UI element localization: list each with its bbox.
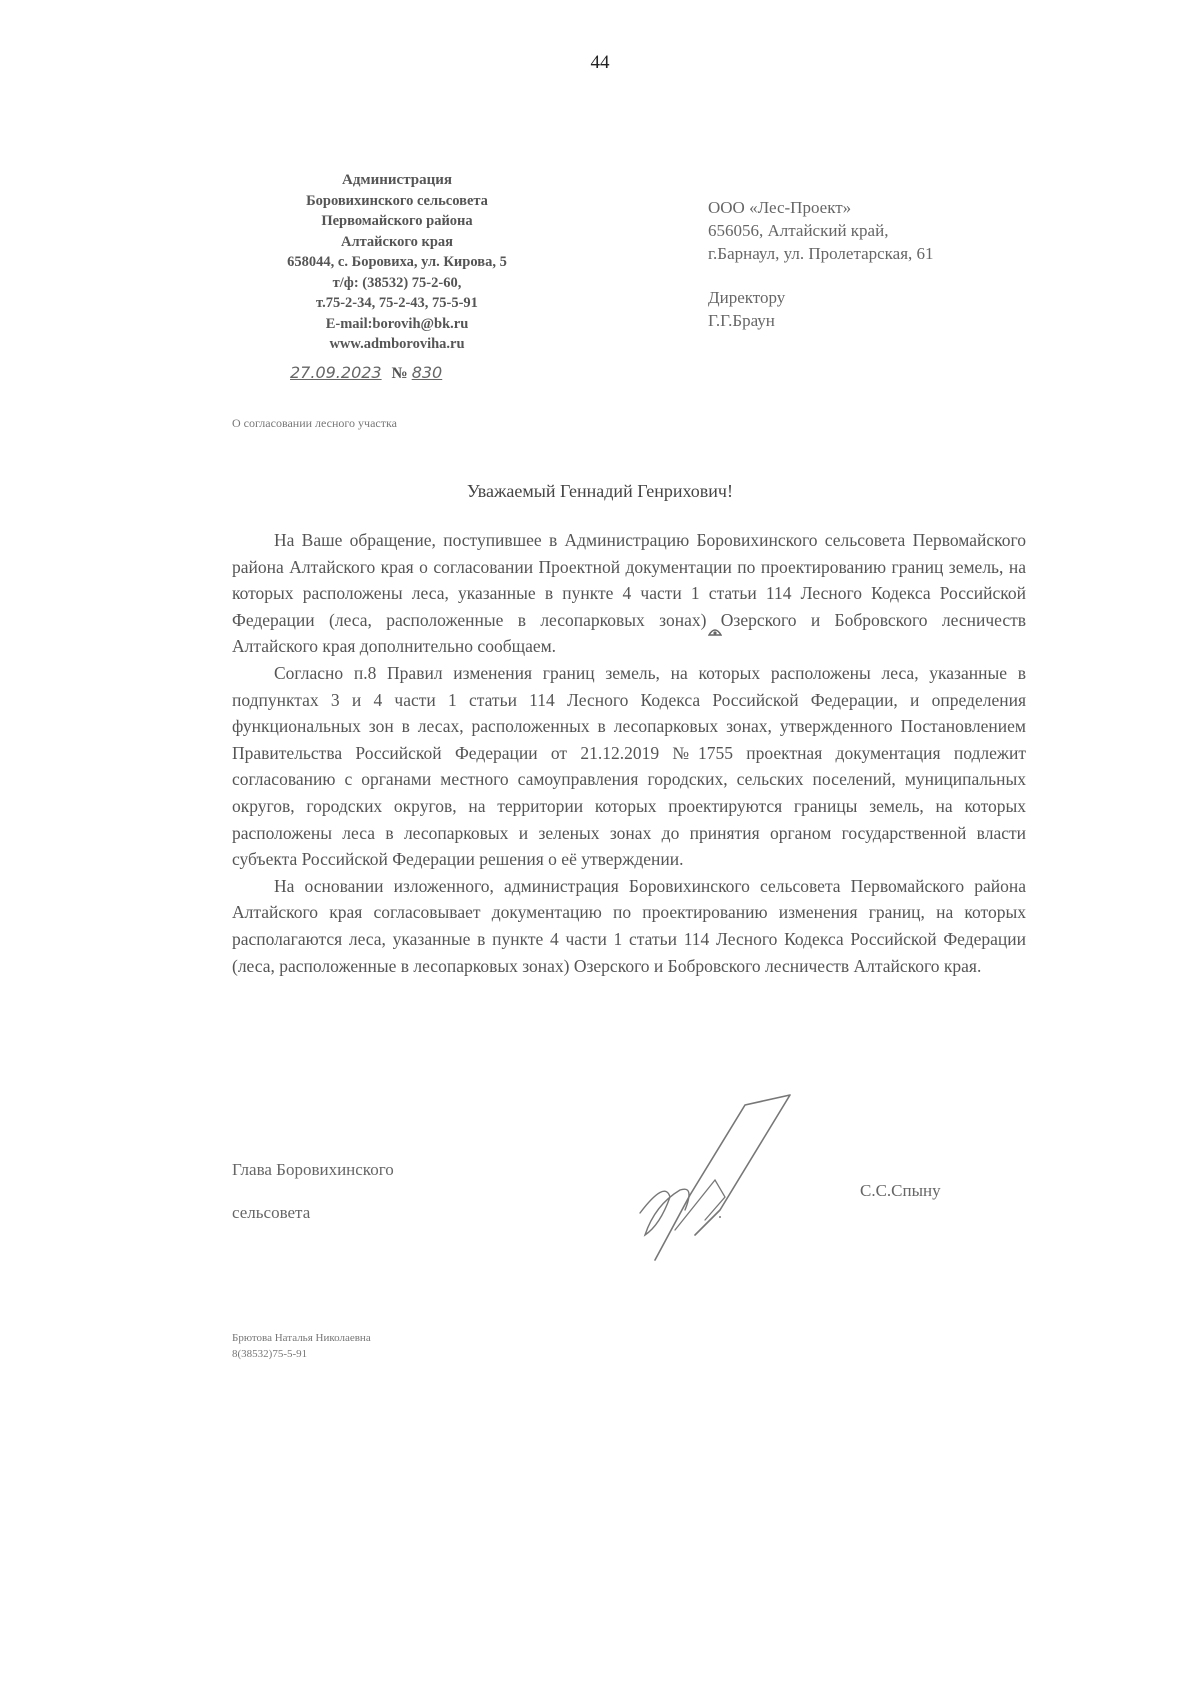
recipient-line: ООО «Лес-Проект»: [708, 198, 852, 217]
sender-website: www.admboroviha.ru: [329, 336, 465, 352]
sender-line: Боровихинского сельсовета: [306, 192, 488, 209]
recipient-position: Директору: [708, 288, 786, 307]
body-paragraph: На Ваше обращение, поступившее в Администрацию Боровихинского сельсовета Первомайского района Алтайского края о согласовании Проектной документации по проектированию границ земель, на которых расположены леса, указанные в пункте 4 части 1 статьи 114 Лесного Кодекса Российской Федерации (леса, расположенные в лесопарковых зонах) Озерского и Бобровского лесничеств Алтайского края дополнительно сообщаем.: [232, 530, 1026, 657]
signatory-title-line: Глава Боровихинского: [232, 1160, 394, 1179]
body-paragraph: Согласно п.8 Правил изменения границ земель, на которых расположены леса, указанные в подпунктах 3 и 4 части 1 статьи 114 Лесного Кодекса Российской Федерации, и определения функциональных зон в лесах, расположенных в лесопарковых зонах, утвержденного Постановлением Правительства Российской Федерации от 21.12.2019 №1755 проектная документация подлежит согласованию с органами местного самоуправления городских, сельских поселений, муниципальных округов, городских округов, на территории которых проектируются границы земель, на которых расположены леса в лесопарковых и зеленых зонах до принятия органом государственной власти субъекта Российской Федерации решения о её утверждении.: [232, 662, 1026, 870]
executor-block: [232, 1330, 371, 1362]
sender-phone: т.75-2-34, 75-2-43, 75-5-91: [316, 295, 478, 311]
registration-number-label: №: [391, 365, 408, 382]
sender-line: Первомайского района: [321, 213, 473, 229]
sender-address: 658044, с. Боровиха, ул. Кирова, 5: [287, 254, 507, 270]
recipient-block: [708, 196, 1028, 332]
registration-number: 830: [411, 363, 443, 382]
executor-name: Брютова Наталья Николаевна: [232, 1332, 371, 1344]
sender-phone: т/ф: (38532) 75-2-60,: [332, 274, 462, 291]
greeting: Уважаемый Геннадий Генрихович!: [467, 481, 733, 501]
sender-letterhead: [252, 170, 542, 355]
registration-line: [290, 363, 520, 383]
recipient-name: Г.Г.Браун: [708, 311, 775, 330]
signatory-name: С.С.Спыну: [860, 1181, 941, 1200]
signatory-title-line: сельсовета: [232, 1203, 311, 1222]
sender-line: Алтайского края: [341, 233, 453, 250]
recipient-line: 656056, Алтайский край,: [708, 221, 889, 240]
sender-email: E-mail:borovih@bk.ru: [325, 315, 469, 332]
executor-phone: 8(38532)75-5-91: [232, 1348, 308, 1360]
sender-line: Администрация: [341, 172, 453, 188]
signatory-title: [232, 1148, 394, 1234]
handwritten-signature: [625, 1085, 805, 1265]
letter-body: [232, 527, 1026, 979]
body-paragraph: На основании изложенного, администрация Боровихинского сельсовета Первомайского района Алтайского края согласовывает документацию по проектированию изменения границ, на которых располагаются леса, указанные в пункте 4 части 1 статьи 114 Лесного Кодекса Российской Федерации (леса, расположенные в лесопарковых зонах) Озерского и Бобровского лесничеств Алтайского края.: [232, 875, 1026, 976]
registration-date: 27.09.2023: [290, 363, 382, 382]
recipient-line: г.Барнаул, ул. Пролетарская, 61: [708, 244, 934, 263]
page-number: 44: [590, 52, 610, 73]
letter-subject: О согласовании лесного участка: [232, 416, 397, 430]
